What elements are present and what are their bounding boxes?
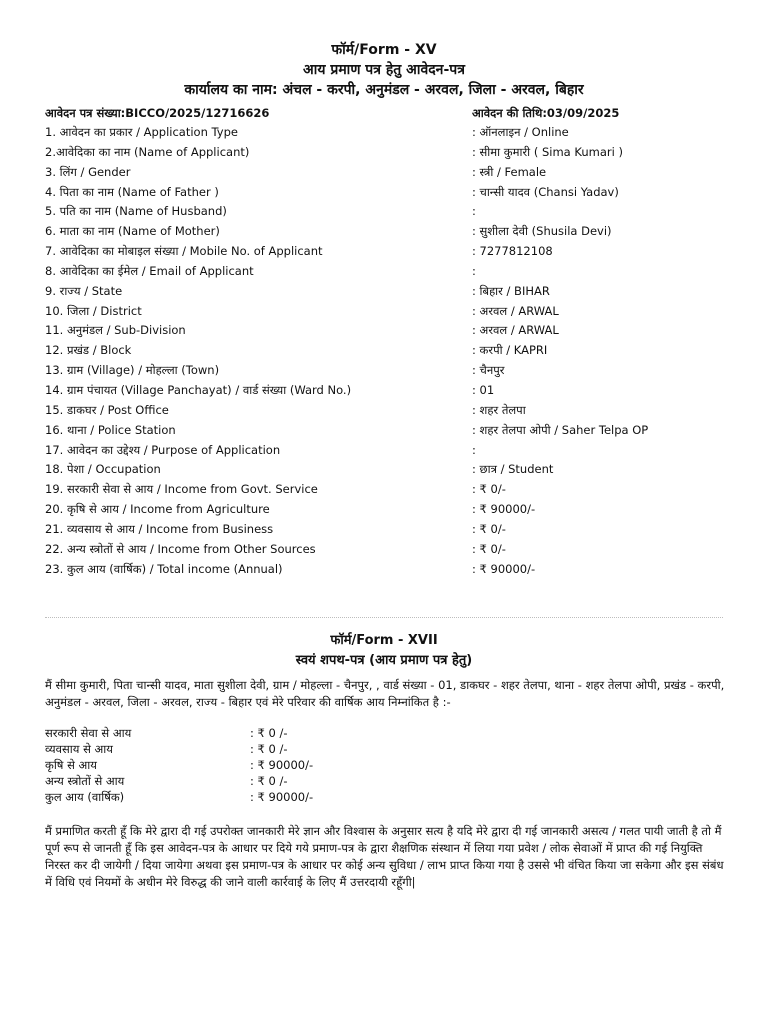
field-row xyxy=(45,480,745,500)
field-value: : चैनपुर xyxy=(472,363,505,378)
field-row xyxy=(45,460,745,480)
field-value: : xyxy=(472,263,476,278)
field-value: : ऑनलाइन / Online xyxy=(472,125,569,139)
field-value: : सीमा कुमारी ( Sima Kumari ) xyxy=(472,144,623,159)
field-row xyxy=(45,421,745,441)
income-row xyxy=(45,741,445,757)
field-row xyxy=(45,163,745,183)
field-value: : ₹ 90000/- xyxy=(472,561,536,576)
field-label: 2.आवेदिका का नाम (Name of Applicant) xyxy=(45,144,250,159)
field-row xyxy=(45,302,745,322)
field-value: : बिहार / BIHAR xyxy=(472,283,550,298)
field-row xyxy=(45,222,745,242)
field-value: : स्त्री / Female xyxy=(472,164,547,179)
section-divider xyxy=(45,617,723,618)
field-value: : शहर तेलपा ओपी / Saher Telpa OP xyxy=(472,422,649,437)
income-label: अन्य स्त्रोतों से आय xyxy=(45,774,125,788)
field-value: : अरवल / ARWAL xyxy=(472,323,559,338)
field-row xyxy=(45,560,745,580)
income-row xyxy=(45,757,445,773)
field-label: 23. कुल आय (वार्षिक) / Total income (Annual) xyxy=(45,561,283,576)
field-value: : ₹ 0/- xyxy=(472,482,506,497)
income-value: : ₹ 0 /- xyxy=(250,742,288,756)
income-label: सरकारी सेवा से आय xyxy=(45,726,132,740)
field-label: 14. ग्राम पंचायत (Village Panchayat) / वार्ड संख्या (Ward No.) xyxy=(45,382,352,397)
field-value: : अरवल / ARWAL xyxy=(472,303,559,318)
field-value: : 7277812108 xyxy=(472,244,553,259)
field-row xyxy=(45,441,745,461)
form-title: फॉर्म/Form - XV xyxy=(331,42,437,58)
field-label: 13. ग्राम (Village) / मोहल्ला (Town) xyxy=(45,363,220,378)
income-summary xyxy=(45,725,445,805)
field-label: 22. अन्य स्त्रोतों से आय / Income from Other Sources xyxy=(45,541,316,556)
field-row xyxy=(45,500,745,520)
field-value: : 01 xyxy=(472,382,495,397)
field-row xyxy=(45,341,745,361)
field-value: : ₹ 0/- xyxy=(472,541,506,556)
field-row xyxy=(45,202,745,222)
field-row xyxy=(45,242,745,262)
field-row xyxy=(45,361,745,381)
field-label: 7. आवेदिका का मोबाइल संख्या / Mobile No. of Applicant xyxy=(45,244,323,259)
field-label: 11. अनुमंडल / Sub-Division xyxy=(45,323,186,338)
income-row xyxy=(45,725,445,741)
field-label: 21. व्यवसाय से आय / Income from Business xyxy=(45,521,274,536)
field-row xyxy=(45,143,745,163)
field-value: : ₹ 0/- xyxy=(472,521,506,536)
field-value: : छात्र / Student xyxy=(472,462,554,477)
income-label: कुल आय (वार्षिक) xyxy=(45,790,125,804)
field-value: : ₹ 90000/- xyxy=(472,502,536,517)
application-date: आवेदन की तिथि:03/09/2025 xyxy=(472,106,620,120)
application-fields xyxy=(45,123,745,579)
income-label: कृषि से आय xyxy=(45,758,97,772)
form-subtitle: आय प्रमाण पत्र हेतु आवेदन-पत्र xyxy=(303,62,465,78)
field-label: 16. थाना / Police Station xyxy=(45,422,176,437)
form17-title: फॉर्म/Form - XVII xyxy=(330,633,438,648)
office-name: कार्यालय का नाम: अंचल - करपी, अनुमंडल - अरवल, जिला - अरवल, बिहार xyxy=(184,82,584,98)
field-label: 9. राज्य / State xyxy=(45,283,123,298)
field-row xyxy=(45,262,745,282)
field-value: : शहर तेलपा xyxy=(472,402,526,417)
field-value: : xyxy=(472,204,476,219)
field-row xyxy=(45,381,745,401)
field-label: 19. सरकारी सेवा से आय / Income from Govt. Service xyxy=(45,482,318,497)
field-label: 15. डाकघर / Post Office xyxy=(45,402,169,417)
certification-text: मैं प्रमाणित करती हूँ कि मेरे द्वारा दी गई उपरोक्त जानकारी मेरे ज्ञान और विश्वास के अनुसार सत्य है यदि मेरे द्वारा दी गई जानकारी असत्य / गलत पायी जाती है तो मैं पूर्ण रूप से जानती हूँ कि इस आवेदन-पत्र के आधार पर दिये गये प्रमाण-पत्र के द्वारा शैक्षणिक संस्थान में लिया गया प्रवेश / लोक सेवाओं में प्राप्त की गई नियुक्ति निरस्त कर दी जायेगी / दिया जायेगा अथवा इस प्रमाण-पत्र के आधार पर कोई अन्य सुविधा / लाभ प्राप्त किया गया है उससे भी वंचित किया जा सकेगा और इस संबंध में विधि एवं नियमों के अधीन मेरे विरुद्ध की जाने वाली कार्रवाई के लिए मैं उत्तरदायी रहूँगी| xyxy=(45,824,724,889)
field-label: 6. माता का नाम (Name of Mother) xyxy=(45,224,220,239)
field-row xyxy=(45,123,745,143)
field-row xyxy=(45,540,745,560)
field-label: 3. लिंग / Gender xyxy=(45,164,131,179)
income-value: : ₹ 90000/- xyxy=(250,758,314,772)
field-label: 18. पेशा / Occupation xyxy=(45,462,161,477)
field-label: 10. जिला / District xyxy=(45,303,142,318)
field-row xyxy=(45,282,745,302)
field-label: 12. प्रखंड / Block xyxy=(45,343,132,358)
field-label: 1. आवेदन का प्रकार / Application Type xyxy=(45,125,238,139)
field-value: : सुशीला देवी (Shusila Devi) xyxy=(472,224,612,239)
income-value: : ₹ 0 /- xyxy=(250,726,288,740)
field-row xyxy=(45,321,745,341)
field-label: 17. आवेदन का उद्देश्य / Purpose of Application xyxy=(45,442,281,457)
field-label: 8. आवेदिका का ईमेल / Email of Applicant xyxy=(45,263,254,278)
field-row xyxy=(45,401,745,421)
field-row xyxy=(45,183,745,203)
application-number: आवेदन पत्र संख्या:BICCO/2025/12716626 xyxy=(45,106,270,120)
income-value: : ₹ 0 /- xyxy=(250,774,288,788)
income-value: : ₹ 90000/- xyxy=(250,790,314,804)
income-label: व्यवसाय से आय xyxy=(45,742,113,756)
form17-subtitle: स्वयं शपथ-पत्र (आय प्रमाण पत्र हेतु) xyxy=(295,653,473,668)
field-label: 4. पिता का नाम (Name of Father ) xyxy=(45,184,219,199)
declaration-text: मैं सीमा कुमारी, पिता चान्सी यादव, माता सुशीला देवी, ग्राम / मोहल्ला - चैनपुर, , वार्ड संख्या - 01, डाकघर - शहर तेलपा, थाना - शहर तेलपा ओपी, प्रखंड - करपी, अनुमंडल - अरवल, जिला - अरवल, राज्य - बिहार एवं मेरे परिवार की वार्षिक आय निम्नांकित है :- xyxy=(45,678,725,709)
field-value: : करपी / KAPRI xyxy=(472,343,548,358)
field-value: : xyxy=(472,442,476,457)
field-label: 5. पति का नाम (Name of Husband) xyxy=(45,204,227,219)
income-row xyxy=(45,773,445,789)
field-label: 20. कृषि से आय / Income from Agriculture xyxy=(45,502,270,517)
income-row xyxy=(45,789,445,805)
field-row xyxy=(45,520,745,540)
field-value: : चान्सी यादव (Chansi Yadav) xyxy=(472,184,619,199)
